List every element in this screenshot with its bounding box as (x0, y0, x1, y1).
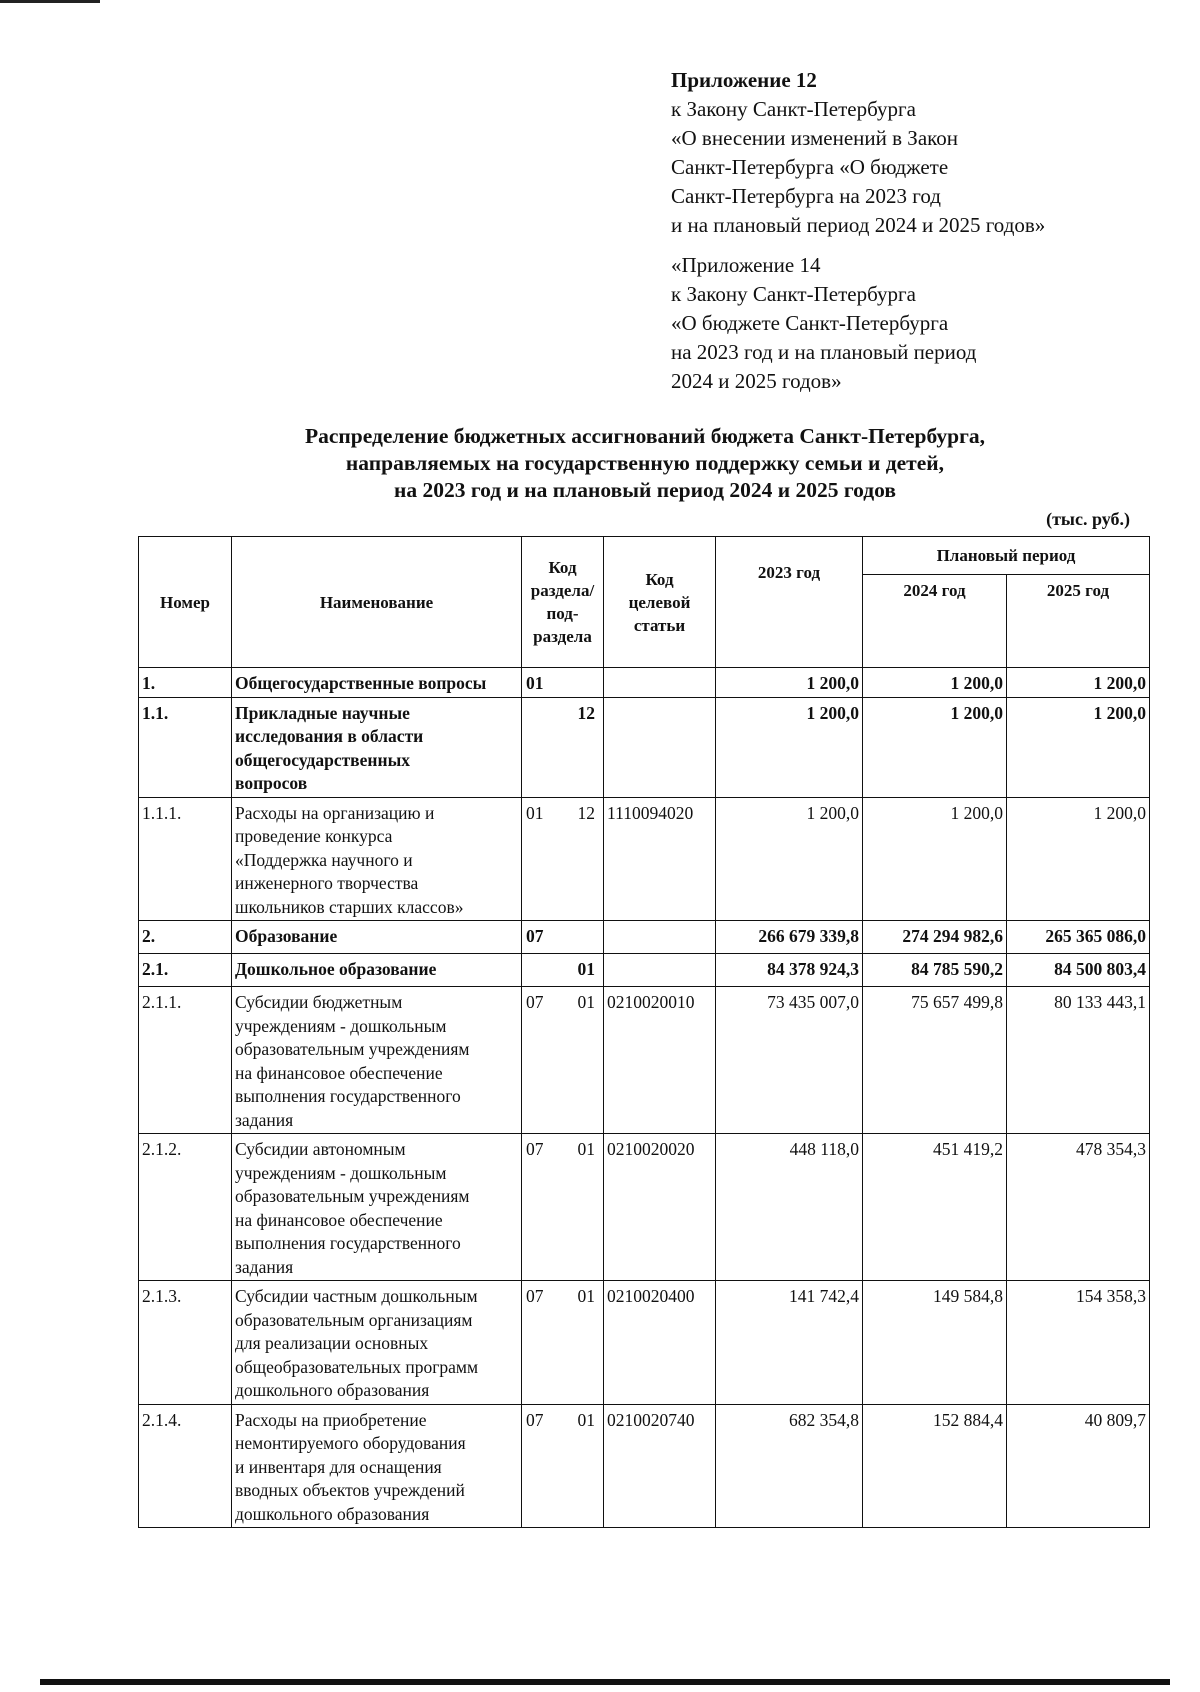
header-target-code (604, 537, 716, 668)
row-amount-2023: 1 200,0 (716, 697, 863, 797)
appendix-12-line: «О внесении изменений в Закон (671, 126, 959, 150)
row-name-line: Общегосударственные вопросы (235, 673, 487, 693)
row-subsection: 01 (577, 992, 595, 1012)
header-number: Номер (139, 537, 232, 668)
row-subsection: 01 (577, 1286, 595, 1306)
header-section-code-line: раздела (533, 627, 592, 646)
row-name (232, 697, 522, 797)
table-row (139, 1404, 1150, 1528)
row-amount-2025: 1 200,0 (1007, 668, 1150, 698)
row-section: 07 (526, 992, 544, 1012)
row-name (232, 1281, 522, 1405)
row-amount-2025: 154 358,3 (1007, 1281, 1150, 1405)
table-row (139, 954, 1150, 987)
appendix-14-line: на 2023 год и на плановый период (671, 340, 977, 364)
row-number: 2.1.4. (139, 1404, 232, 1528)
row-number: 2.1. (139, 954, 232, 987)
row-name-line: Расходы на приобретение (235, 1409, 427, 1430)
row-amount-2023: 141 742,4 (716, 1281, 863, 1405)
row-number: 1. (139, 668, 232, 698)
row-name (232, 921, 522, 954)
row-subsection: 01 (577, 1139, 595, 1159)
row-subsection: 01 (577, 1409, 595, 1430)
row-section-code (522, 668, 604, 698)
row-amount-2023: 1 200,0 (716, 668, 863, 698)
row-amount-2024: 1 200,0 (863, 697, 1007, 797)
row-section-code (522, 1404, 604, 1528)
row-section-code (522, 921, 604, 954)
row-section-code (522, 797, 604, 921)
row-amount-2025: 265 365 086,0 (1007, 921, 1150, 954)
header-target-code-line: Код (645, 569, 674, 589)
budget-table (138, 536, 1150, 1528)
header-section-code-line: Код (548, 558, 577, 577)
row-target-code (604, 697, 716, 797)
header-section-code-line: под- (546, 604, 579, 623)
row-amount-2023: 266 679 339,8 (716, 921, 863, 954)
row-name-line: Субсидии бюджетным (235, 992, 403, 1012)
table-row (139, 797, 1150, 921)
row-target-code: 1110094020 (604, 797, 716, 921)
row-amount-2024: 149 584,8 (863, 1281, 1007, 1405)
document-title (140, 423, 1150, 504)
header-year-2025: 2025 год (1007, 575, 1150, 668)
row-name-line: учреждениям - дошкольным (235, 1162, 447, 1183)
row-name-line: Субсидии автономным (235, 1139, 406, 1159)
row-section-code (522, 987, 604, 1134)
row-section: 01 (526, 802, 544, 823)
row-section: 01 (526, 673, 544, 693)
appendix-14-line: 2024 и 2025 годов» (671, 369, 842, 393)
row-name-line: Расходы на организацию и (235, 802, 435, 823)
row-amount-2023: 682 354,8 (716, 1404, 863, 1528)
row-name-line: вводных объектов учреждений (235, 1480, 465, 1500)
row-number: 2. (139, 921, 232, 954)
row-name (232, 1404, 522, 1528)
row-section-code (522, 697, 604, 797)
row-name-line: задания (235, 1109, 294, 1130)
row-target-code (604, 668, 716, 698)
row-number: 1.1.1. (139, 797, 232, 921)
row-name-line: выполнения государственного (235, 1233, 461, 1253)
scan-edge-mark (0, 0, 100, 3)
header-year-2023: 2023 год (716, 537, 863, 668)
row-amount-2025: 80 133 443,1 (1007, 987, 1150, 1134)
row-amount-2023: 1 200,0 (716, 797, 863, 921)
document-title-line: направляемых на государственную поддержку семьи и детей, (345, 451, 945, 475)
appendix-12-line: Санкт-Петербурга «О бюджете (671, 155, 949, 179)
row-name (232, 987, 522, 1134)
table-row (139, 987, 1150, 1134)
row-subsection: 12 (577, 702, 595, 723)
row-name-line: проведение конкурса (235, 826, 393, 846)
header-target-code-line: целевой (628, 592, 691, 612)
row-amount-2024: 451 419,2 (863, 1134, 1007, 1281)
appendix-12-title: Приложение 12 (671, 68, 817, 92)
row-amount-2025: 478 354,3 (1007, 1134, 1150, 1281)
row-target-code (604, 954, 716, 987)
row-name-line: выполнения государственного (235, 1086, 461, 1106)
row-amount-2024: 274 294 982,6 (863, 921, 1007, 954)
row-name-line: исследования в области (235, 726, 424, 746)
row-amount-2025: 40 809,7 (1007, 1404, 1150, 1528)
row-name-line: Образование (235, 926, 338, 946)
units-label: (тыс. руб.) (1046, 509, 1130, 529)
row-name (232, 797, 522, 921)
appendix-14-header (671, 251, 976, 396)
row-amount-2024: 75 657 499,8 (863, 987, 1007, 1134)
scan-bottom-bar (40, 1679, 1170, 1685)
document-title-line: Распределение бюджетных ассигнований бюджета Санкт-Петербурга, (304, 424, 986, 448)
table-row (139, 1281, 1150, 1405)
row-target-code: 0210020740 (604, 1404, 716, 1528)
row-name-line: немонтируемого оборудования (235, 1433, 466, 1453)
row-name-line: Прикладные научные (235, 702, 410, 723)
header-section-code-line: раздела/ (530, 581, 595, 600)
header-target-code-line: статьи (633, 615, 686, 635)
row-name-line: дошкольного образования (235, 1380, 430, 1400)
row-number: 2.1.3. (139, 1281, 232, 1405)
row-section-code (522, 1134, 604, 1281)
header-year-2024: 2024 год (863, 575, 1007, 668)
row-target-code: 0210020020 (604, 1134, 716, 1281)
row-section-code (522, 1281, 604, 1405)
row-name-line: «Поддержка научного и (235, 849, 413, 870)
table-header-row (139, 537, 1150, 575)
row-name-line: образовательным организациям (235, 1309, 473, 1330)
row-name-line: учреждениям - дошкольным (235, 1015, 447, 1036)
header-planned-period: Плановый период (863, 537, 1150, 575)
row-name-line: школьников старших классов» (235, 896, 464, 917)
row-name-line: задания (235, 1256, 294, 1277)
row-amount-2024: 1 200,0 (863, 668, 1007, 698)
row-amount-2025: 1 200,0 (1007, 697, 1150, 797)
row-name (232, 668, 522, 698)
row-name (232, 954, 522, 987)
table-row (139, 1134, 1150, 1281)
row-number: 1.1. (139, 697, 232, 797)
row-number: 2.1.1. (139, 987, 232, 1134)
row-name-line: на финансовое обеспечение (235, 1062, 443, 1083)
table-row (139, 921, 1150, 954)
row-amount-2023: 73 435 007,0 (716, 987, 863, 1134)
row-amount-2025: 1 200,0 (1007, 797, 1150, 921)
row-amount-2023: 448 118,0 (716, 1134, 863, 1281)
row-name-line: вопросов (235, 773, 308, 793)
appendix-12-line: и на плановый период 2024 и 2025 годов» (671, 213, 1046, 237)
row-name-line: Дошкольное образование (235, 959, 437, 979)
row-name-line: и инвентаря для оснащения (235, 1456, 442, 1477)
row-name-line: общегосударственных (235, 749, 410, 770)
row-name-line: на финансовое обеспечение (235, 1209, 443, 1230)
row-number: 2.1.2. (139, 1134, 232, 1281)
row-name-line: образовательным учреждениям (235, 1039, 470, 1059)
appendix-12-line: Санкт-Петербурга на 2023 год (671, 184, 941, 208)
appendix-14-line: к Закону Санкт-Петербурга (671, 282, 916, 306)
table-row (139, 697, 1150, 797)
row-amount-2024: 152 884,4 (863, 1404, 1007, 1528)
appendix-14-line: «Приложение 14 (671, 253, 821, 277)
row-subsection: 12 (577, 802, 595, 823)
row-amount-2024: 84 785 590,2 (863, 954, 1007, 987)
row-target-code (604, 921, 716, 954)
row-name-line: общеобразовательных программ (235, 1356, 479, 1377)
row-name-line: для реализации основных (235, 1333, 429, 1353)
row-target-code: 0210020010 (604, 987, 716, 1134)
row-section: 07 (526, 926, 544, 946)
row-amount-2025: 84 500 803,4 (1007, 954, 1150, 987)
row-section: 07 (526, 1139, 544, 1159)
row-section: 07 (526, 1286, 544, 1306)
header-name: Наименование (232, 537, 522, 668)
row-name-line: инженерного творчества (235, 873, 419, 893)
row-subsection: 01 (577, 959, 595, 979)
row-name-line: Субсидии частным дошкольным (235, 1286, 478, 1306)
row-section: 07 (526, 1409, 544, 1430)
row-amount-2023: 84 378 924,3 (716, 954, 863, 987)
appendix-12-line: к Закону Санкт-Петербурга (671, 97, 916, 121)
appendix-12-header (671, 66, 1045, 240)
header-section-code (522, 537, 604, 668)
row-name-line: дошкольного образования (235, 1503, 430, 1524)
document-title-line: на 2023 год и на плановый период 2024 и 2025 годов (394, 478, 896, 502)
table-row (139, 668, 1150, 698)
row-name (232, 1134, 522, 1281)
row-section-code (522, 954, 604, 987)
appendix-14-line: «О бюджете Санкт-Петербурга (671, 311, 949, 335)
row-amount-2024: 1 200,0 (863, 797, 1007, 921)
row-target-code: 0210020400 (604, 1281, 716, 1405)
row-name-line: образовательным учреждениям (235, 1186, 470, 1206)
